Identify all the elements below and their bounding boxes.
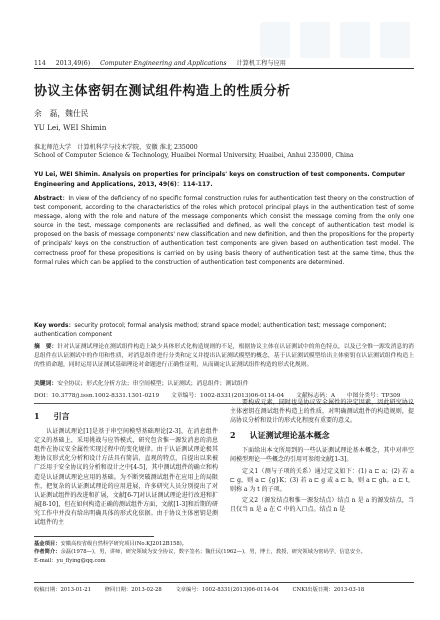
received-rule [34, 582, 414, 583]
citation: YU Lei, WEI Shimin. Analysis on properties for principals' keys on construction of test components. Computer Engineering and Applications, 2013, 49(6)：114-117. [34, 171, 406, 188]
keywords-en [34, 322, 414, 340]
authors-cn: 余 磊，魏仕民 [34, 109, 89, 118]
right-column [230, 398, 414, 516]
section2-intro: 下面给出本文所用到的一些认证测试理论基本概念，其中对串空间模型理论一些概念的引用可参阅文献[1-3]。 [230, 447, 414, 464]
received-date: 收稿日期：2013-01-21 [34, 587, 92, 593]
section-title: 认证测试理论基本概念 [249, 430, 330, 441]
authors-en: YU Lei, WEI Shimin [34, 123, 107, 132]
article-number: 文章编号：1002-8331(2013)06-0114-04 [171, 393, 285, 399]
page-number: 114 [34, 60, 46, 67]
footnote-rule [34, 536, 154, 537]
keywords-en-label: Key words： [34, 323, 75, 329]
keywords-cn-label: 关键词： [34, 381, 58, 387]
continued-paragraph: 要构成元素，同时也是协议安全属性的决定因素，因此研究协议主体密钥在测试组件构造上的性质，对明确测试组件的构造规则，提高协议分析和设计的形式化程度有重要的意义。 [230, 399, 414, 425]
abstract-en-label: Abstract： [34, 196, 69, 202]
watermark-band [260, 22, 420, 58]
keywords-en-text: security protocol; formal analysis method; strand space model; authentication test; message component; authentication component [34, 323, 387, 339]
journal-name-en: Computer Engineering and Applications [100, 60, 227, 67]
paper-title: 协议主体密钥在测试组件构造上的性质分析 [34, 84, 291, 99]
doi: DOI：10.3778/j.issn.1002-8331.1301-0219 [34, 393, 160, 399]
cnki-date: CNKI出版日期：2013-03-18 [292, 587, 365, 593]
clc-number: 中图分类号：TP309 [346, 393, 401, 399]
author-bio: 作者简介：余磊(1978—)，男，讲师，研究领域为安全协议，数字签名；魏仕民(1962—)，男，博士，教授，研究领域为密码学，信息安全。 [34, 549, 366, 556]
journal-name-cn: 计算机工程与应用 [236, 60, 286, 67]
abstract-cn-text: 针对认证测试理论在测试组件构造上缺少具体形式化构造规则的不足，根据协议主体在认证测试中的角色特点，以及已全惟一源发消息的消息组件在认证测试中的作用和性质，对消息组件进行分类和定义并提出认证测试模型的概念，基于认证测试模型给出主体密钥在认证测试组件构造上的性质命题，同时运用认证测试基础理论对命题进行正确性证明，从而确定认证测试组件构造的形式化规则。 [34, 344, 414, 369]
abstract-cn [34, 343, 414, 371]
abstract-en-text: In view of the deficiency of no specific formal construction rules for authentication test theory on the construction of test component, according to the characteristics of the roles which protocol principal plays in the authentication test of some message, along with the role and nature of the message components which consist the message coming from the only one source in the test, message components are reclassified and defined, as well the concept of authentication test model is proposed on the basis of message components' new classification and new definition, and then the propositions for the property of principals' keys on the construction of authentication test components are given based on authentication test model. The correctness proof for these propositions is carried on by using basis theory of authentication test at the same time, thus the formal rules which can be applied to the construction of authentication test components are determined. [34, 196, 414, 266]
section-heading-intro [34, 412, 218, 421]
abstract-cn-label: 摘 要： [34, 344, 58, 350]
keywords-cn-text: 安全协议；形式化分析方法；串空间模型；认证测试；消息组件；测试组件 [57, 381, 249, 387]
section-heading-2 [230, 431, 414, 440]
section-number: 2 [230, 430, 236, 441]
footnotes [34, 540, 414, 565]
section-title: 引言 [53, 411, 70, 421]
affiliation-en: School of Computer Science & Technology, Huaibei Normal University, Huaibei, Anhui 235000, China [34, 152, 354, 159]
issue-info: 2013,49(6) [55, 60, 91, 67]
definition-2: 定义2（源发结点和惟一源发结点）结点 n 是 a 的源发结点，当且仅当 n 是 a 在 C 中的入口点。结点 n 是 [230, 496, 414, 513]
section-number: 1 [34, 411, 40, 421]
revised-date: 修回日期：2013-02-28 [104, 587, 162, 593]
received-info [34, 585, 414, 593]
abstract-en [34, 195, 414, 268]
keywords-cn [34, 380, 414, 389]
footer-article-number: 文章编号：1002-8331(2013)06-0114-04 [175, 587, 279, 593]
intro-paragraph: 认证测试理论[1]是基于串空间模型基础理论[2-3]，在消息组件定义的基础上，采用挑战与应答模式，研究包含惟一源发消息的消息组件在协议安全属性实现过程中的变化规律。由于认证测试理论极其地协议形式化分析和设计方法具有简洁、直观的特点，自提出以来被广泛用于安全协议的分析和设计之中[4-5]，其中测试组件的确立和构造是认证测试理论应用的基础。为不断突破测试组件在应用上的局限性，把复杂的认证测试理论的应用进展，许多研究人员分别提出了对认证测试组件的改进和扩展，文献[6-7]对认证测试理论进行改进和扩展[8-10]，但在如何构造正确的测试组件方面，文献[1-3]和后期的研究工作中并没有给出明确具体的形式化依据。由于协议主体密钥是测试组件的主 [34, 428, 218, 527]
fund-note: 基金项目：安徽高校省级自然科学研究项目(No.KJ2012B158)。 [34, 541, 188, 547]
header-rule [34, 68, 414, 69]
left-column [34, 412, 218, 529]
affiliation-cn: 淮北师范大学 计算机科学与技术学院，安徽 淮北 235000 [34, 144, 198, 151]
definition-1: 定义1（测与子项的关系）通过定义如下：(1) a ⊏ a；(2) 若 a ⊏ g，则 a ⊏ {g}K；(3) 若 a ⊏ g 或 a ⊏ h，则 a ⊏ gh。a ⊏ t，则称 a 为 t 的子项。 [230, 467, 414, 493]
document-code: 文献标志码：A [296, 393, 336, 399]
author-email: E-mail：yu_flying@qq.com [34, 557, 106, 564]
